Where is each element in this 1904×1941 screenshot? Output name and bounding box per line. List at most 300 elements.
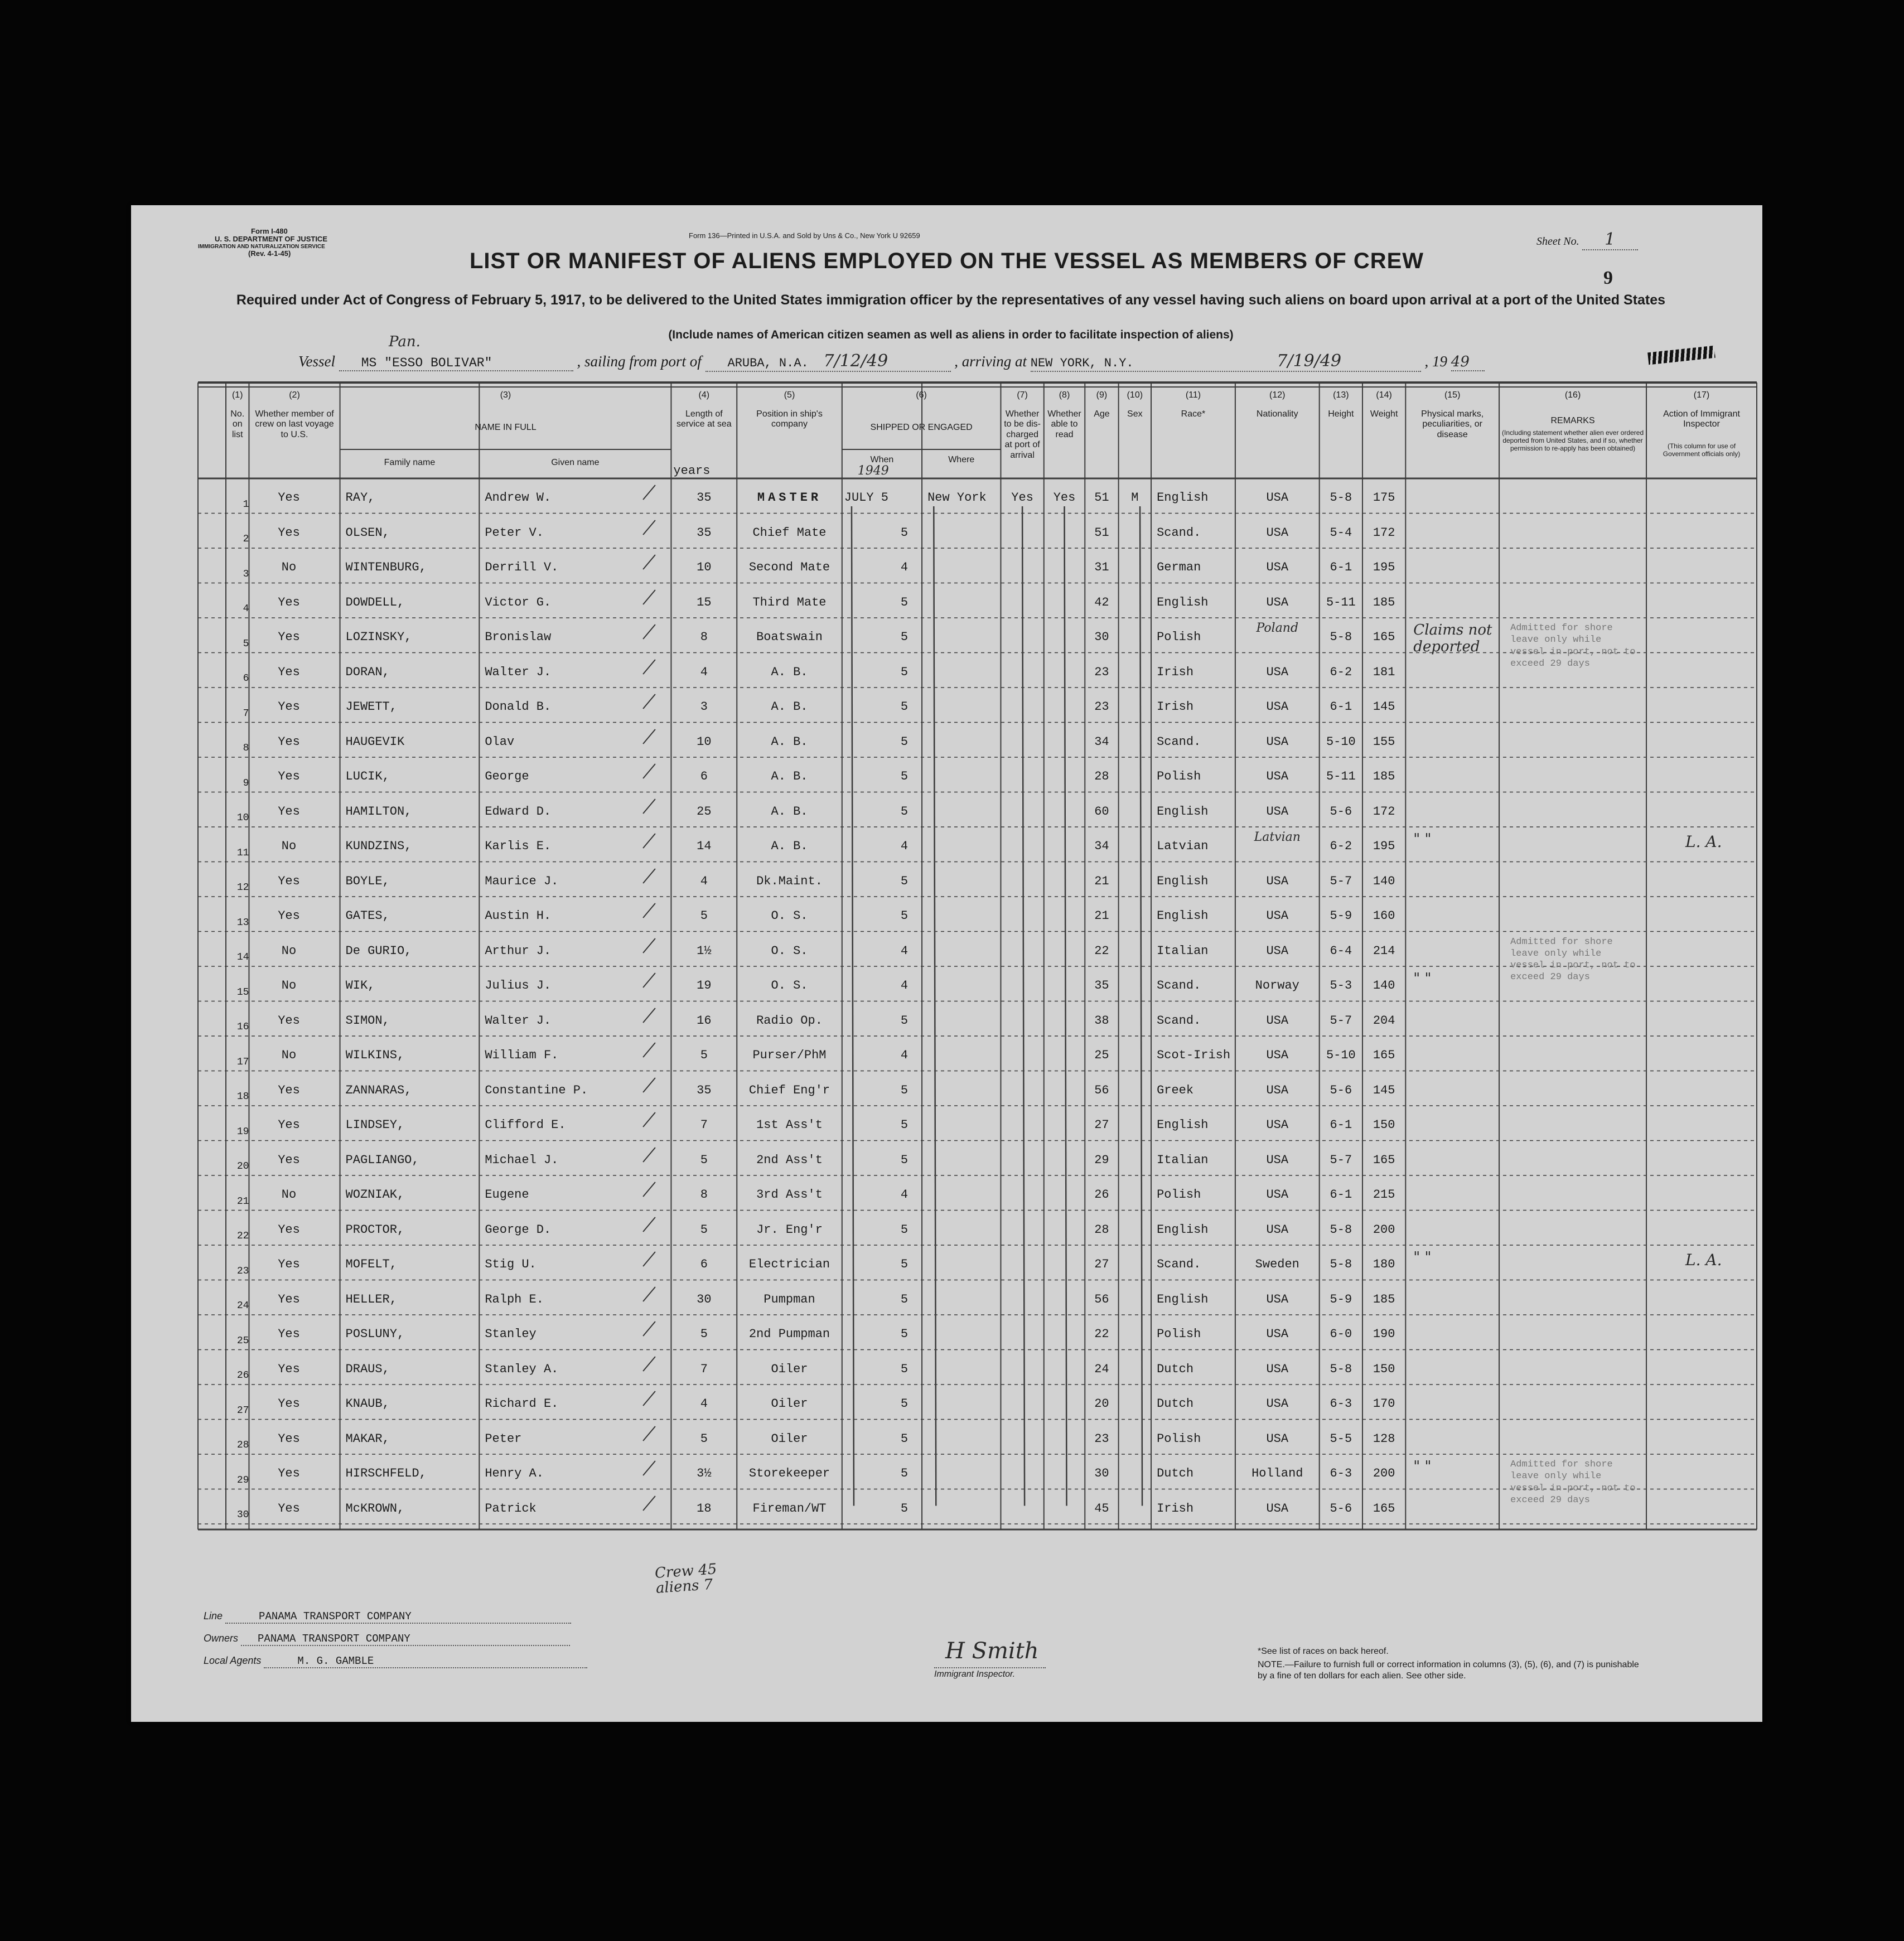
cell-when: 5 <box>900 804 908 819</box>
cell-position: O. S. <box>771 909 808 923</box>
cell-height: 6-1 <box>1330 1118 1352 1132</box>
cell-position: Chief Mate <box>752 525 827 540</box>
cell-nat: USA <box>1266 1222 1289 1237</box>
cell-nat: USA <box>1266 943 1289 958</box>
cell-height: 5-7 <box>1330 1153 1352 1167</box>
cell-position: Second Mate <box>748 560 830 574</box>
cell-when: 5 <box>900 1431 908 1446</box>
cell-prev: Yes <box>278 491 300 505</box>
cell-nat: Latvian <box>1254 830 1301 844</box>
cell-when: 5 <box>900 1083 908 1097</box>
cell-race: Scand. <box>1157 979 1201 993</box>
cell-prev: Yes <box>278 1153 300 1167</box>
cell-race: English <box>1157 1222 1209 1237</box>
vessel-name: MS "ESSO BOLIVAR" <box>339 356 573 371</box>
cell-position: O. S. <box>771 943 808 958</box>
cell-race: Dutch <box>1157 1397 1194 1411</box>
row-number: 4 <box>243 603 249 614</box>
cell-age: 45 <box>1094 1501 1109 1516</box>
cell-when: 5 <box>900 734 908 749</box>
cell-marks: " " <box>1413 970 1432 987</box>
cell-race: Dutch <box>1157 1362 1194 1376</box>
column-header: Sex <box>1127 409 1143 419</box>
cell-family: De GURIO, <box>345 943 412 958</box>
line-label: Line <box>204 1610 223 1621</box>
cell-when: 5 <box>900 1013 908 1028</box>
service-name: IMMIGRATION AND NATURALIZATION SERVICE <box>198 243 325 250</box>
cell-read: Yes <box>1053 491 1076 505</box>
manifest-sheet <box>131 205 1762 1722</box>
column-header: SHIPPED OR ENGAGED <box>870 423 973 432</box>
cell-service: 7 <box>700 1118 708 1132</box>
column-number: (1) <box>231 390 243 400</box>
cell-when: 5 <box>900 769 908 783</box>
cell-race: Polish <box>1157 1327 1201 1341</box>
cell-position: Boatswain <box>756 630 823 644</box>
cell-height: 6-4 <box>1330 943 1352 958</box>
cell-service: 6 <box>700 1257 708 1271</box>
agents-label: Local Agents <box>204 1655 262 1666</box>
cell-given: Maurice J. <box>485 874 559 888</box>
cell-when: 5 <box>900 1466 908 1480</box>
cell-height: 5-8 <box>1330 630 1352 644</box>
column-number: (10) <box>1127 390 1143 400</box>
cell-service: 4 <box>700 1397 708 1411</box>
cell-age: 27 <box>1094 1118 1109 1132</box>
cell-when: JULY 5 <box>844 491 888 505</box>
cell-height: 5-6 <box>1330 1083 1352 1097</box>
column-number: (7) <box>1017 390 1028 400</box>
cell-age: 25 <box>1094 1048 1109 1062</box>
column-number: (9) <box>1096 390 1108 400</box>
cell-action: L. A. <box>1685 832 1722 851</box>
cell-race: Italian <box>1157 1153 1209 1167</box>
cell-given: Peter V. <box>485 525 544 540</box>
cell-race: Scand. <box>1157 734 1201 749</box>
grid-line <box>1065 506 1067 1506</box>
cell-when: 5 <box>900 665 908 679</box>
cell-given: Victor G. <box>485 595 552 609</box>
column-header: Whether member of crew on last voyage to U.S. <box>255 409 334 439</box>
cell-age: 20 <box>1094 1397 1109 1411</box>
when-header: When <box>870 455 894 464</box>
cell-given: Michael J. <box>485 1153 559 1167</box>
column-header: Race* <box>1181 409 1206 419</box>
column-number: (13) <box>1333 390 1349 400</box>
cell-nat: USA <box>1266 769 1289 783</box>
column-header: Length of service at sea <box>676 409 732 429</box>
cell-prev: Yes <box>278 1292 300 1306</box>
cell-family: HAUGEVIK <box>345 734 405 749</box>
cell-family: DRAUS, <box>345 1362 390 1376</box>
cell-prev: Yes <box>278 1257 300 1271</box>
row-number: 16 <box>236 1022 249 1033</box>
cell-prev: No <box>281 979 297 993</box>
cell-nat: USA <box>1266 1048 1289 1062</box>
column-header: Age <box>1094 409 1110 419</box>
cell-weight: 200 <box>1373 1466 1395 1480</box>
cell-race: Latvian <box>1157 839 1209 853</box>
cell-age: 31 <box>1094 560 1109 574</box>
cell-height: 5-8 <box>1330 1257 1352 1271</box>
cell-height: 6-1 <box>1330 560 1352 574</box>
cell-weight: 204 <box>1373 1013 1395 1028</box>
cell-sex: M <box>1131 491 1139 505</box>
row-number: 17 <box>236 1056 249 1068</box>
races-note: *See list of races on back hereof. <box>1258 1647 1389 1656</box>
cell-age: 22 <box>1094 1327 1109 1341</box>
cell-race: Polish <box>1157 1431 1201 1446</box>
cell-when: 4 <box>900 1048 908 1062</box>
cell-service: 3½ <box>697 1466 712 1480</box>
cell-race: Greek <box>1157 1083 1194 1097</box>
cell-weight: 185 <box>1373 1292 1395 1306</box>
given-name-header: Given name <box>551 458 600 467</box>
cell-weight: 195 <box>1373 560 1395 574</box>
cell-nat: USA <box>1266 1501 1289 1516</box>
cell-race: Irish <box>1157 665 1194 679</box>
cell-prev: No <box>281 943 297 958</box>
cell-service: 5 <box>700 1048 708 1062</box>
cell-nat: USA <box>1266 804 1289 819</box>
cell-nat: USA <box>1266 1153 1289 1167</box>
cell-height: 6-0 <box>1330 1327 1352 1341</box>
cell-prev: No <box>281 1188 297 1202</box>
cell-weight: 160 <box>1373 909 1395 923</box>
cell-given: George <box>485 769 529 783</box>
cell-weight: 155 <box>1373 734 1395 749</box>
cell-given: Austin H. <box>485 909 552 923</box>
cell-race: Dutch <box>1157 1466 1194 1480</box>
cell-family: JEWETT, <box>345 700 397 714</box>
cell-race: English <box>1157 909 1209 923</box>
cell-when: 5 <box>900 595 908 609</box>
cell-given: Constantine P. <box>485 1083 588 1097</box>
cell-when: 4 <box>900 1188 908 1202</box>
column-number: (2) <box>289 390 300 400</box>
cell-age: 27 <box>1094 1257 1109 1271</box>
cell-age: 38 <box>1094 1013 1109 1028</box>
cell-given: Andrew W. <box>485 491 552 505</box>
cell-age: 56 <box>1094 1083 1109 1097</box>
cell-position: Jr. Eng'r <box>756 1222 823 1237</box>
row-number: 14 <box>236 952 249 963</box>
cell-position: Purser/PhM <box>752 1048 827 1062</box>
cell-weight: 140 <box>1373 979 1395 993</box>
cell-age: 23 <box>1094 665 1109 679</box>
cell-position: Storekeeper <box>748 1466 830 1480</box>
cell-when: 5 <box>900 1118 908 1132</box>
column-number: (3) <box>500 390 511 400</box>
cell-when: 4 <box>900 560 908 574</box>
cell-height: 5-9 <box>1330 909 1352 923</box>
page-subtitle: Required under Act of Congress of February 5, 1917, to be delivered to the United States immigration officer by the representatives of any vessel having such aliens on board upon arrival at a port of the United States <box>236 292 1666 308</box>
cell-height: 5-5 <box>1330 1431 1352 1446</box>
cell-age: 34 <box>1094 734 1109 749</box>
column-number: (16) <box>1564 390 1581 400</box>
cell-given: Arthur J. <box>485 943 552 958</box>
cell-nat: USA <box>1266 734 1289 749</box>
row-number: 7 <box>243 708 249 719</box>
cell-race: Scot-Irish <box>1157 1048 1231 1062</box>
column-number: (5) <box>784 390 795 400</box>
cell-position: Electrician <box>748 1257 830 1271</box>
service-years-unit: years <box>673 464 711 478</box>
column-number: (8) <box>1059 390 1070 400</box>
cell-nat: USA <box>1266 1362 1289 1376</box>
row-number: 10 <box>236 812 249 824</box>
row-number: 3 <box>243 568 249 580</box>
cell-family: KNAUB, <box>345 1397 390 1411</box>
sailing-label: , sailing from port of <box>577 353 702 370</box>
cell-service: 4 <box>700 874 708 888</box>
remarks-note: (Including statement whether alien ever ordered deported from United States, and if so, whether permission to re-apply has been obtained) <box>1501 429 1644 452</box>
cell-position: Third Mate <box>752 595 827 609</box>
family-name-header: Family name <box>384 458 436 467</box>
cell-family: DOWDELL, <box>345 595 405 609</box>
cell-prev: Yes <box>278 769 300 783</box>
cell-service: 30 <box>697 1292 712 1306</box>
cell-height: 6-1 <box>1330 700 1352 714</box>
arrival-date: 7/19/49 <box>1277 351 1342 371</box>
cell-prev: Yes <box>278 1501 300 1516</box>
cell-nat: USA <box>1266 595 1289 609</box>
column-header: Action of Immigrant Inspector <box>1663 409 1740 429</box>
cell-position: A. B. <box>771 769 808 783</box>
column-number: (4) <box>698 390 710 400</box>
column-header: Nationality <box>1256 409 1298 419</box>
cell-weight: 200 <box>1373 1222 1395 1237</box>
row-number: 24 <box>236 1300 249 1311</box>
cell-family: GATES, <box>345 909 390 923</box>
cell-family: McKROWN, <box>345 1501 405 1516</box>
cell-nat: USA <box>1266 1083 1289 1097</box>
cell-position: MASTER <box>757 491 822 505</box>
cell-position: 1st Ass't <box>756 1118 823 1132</box>
cell-service: 5 <box>700 1431 708 1446</box>
grid-line <box>934 506 936 1506</box>
row-number: 26 <box>236 1370 249 1381</box>
cell-family: POSLUNY, <box>345 1327 405 1341</box>
cell-height: 6-3 <box>1330 1397 1352 1411</box>
departure-port: ARUBA, N.A. <box>727 356 809 370</box>
cell-nat: USA <box>1266 700 1289 714</box>
cell-family: MOFELT, <box>345 1257 397 1271</box>
cell-race: English <box>1157 1292 1209 1306</box>
cell-family: ZANNARAS, <box>345 1083 412 1097</box>
cell-family: PAGLIANGO, <box>345 1153 419 1167</box>
cell-family: HIRSCHFELD, <box>345 1466 427 1480</box>
inspector-label: Immigrant Inspector. <box>934 1667 1046 1679</box>
column-number: (11) <box>1185 390 1201 400</box>
cell-given: Clifford E. <box>485 1118 566 1132</box>
cell-family: WINTENBURG, <box>345 560 427 574</box>
cell-age: 24 <box>1094 1362 1109 1376</box>
cell-given: Richard E. <box>485 1397 559 1411</box>
cell-nat: USA <box>1266 1292 1289 1306</box>
cell-position: Oiler <box>771 1431 808 1446</box>
cell-given: Stanley <box>485 1327 537 1341</box>
row-number: 2 <box>243 534 249 545</box>
arriving-label: , arriving at <box>954 353 1027 370</box>
cell-given: William F. <box>485 1048 559 1062</box>
cell-height: 5-7 <box>1330 874 1352 888</box>
cell-family: SIMON, <box>345 1013 390 1028</box>
cell-prev: Yes <box>278 1083 300 1097</box>
cell-weight: 140 <box>1373 874 1395 888</box>
cell-age: 21 <box>1094 874 1109 888</box>
cell-height: 5-6 <box>1330 804 1352 819</box>
cell-race: English <box>1157 1118 1209 1132</box>
departure-date: 7/12/49 <box>823 351 888 371</box>
cell-position: 2nd Pumpman <box>748 1327 830 1341</box>
cell-family: WOZNIAK, <box>345 1188 405 1202</box>
cell-position: Fireman/WT <box>752 1501 827 1516</box>
cell-age: 22 <box>1094 943 1109 958</box>
cell-when: 4 <box>900 839 908 853</box>
row-number: 9 <box>243 777 249 789</box>
line-value: PANAMA TRANSPORT COMPANY <box>225 1610 571 1624</box>
cell-age: 60 <box>1094 804 1109 819</box>
cell-prev: Yes <box>278 734 300 749</box>
cell-disch: Yes <box>1011 491 1033 505</box>
cell-when: 5 <box>900 1222 908 1237</box>
cell-family: HELLER, <box>345 1292 397 1306</box>
cell-service: 10 <box>697 734 712 749</box>
cell-service: 35 <box>697 525 712 540</box>
department-name: U. S. DEPARTMENT OF JUSTICE <box>215 235 327 244</box>
row-number: 20 <box>236 1161 249 1172</box>
crew-tally <box>654 1562 718 1596</box>
grid-line <box>1022 506 1025 1506</box>
cell-given: Julius J. <box>485 979 552 993</box>
cell-height: 6-1 <box>1330 1188 1352 1202</box>
vessel-annotation: Pan. <box>389 333 421 350</box>
cell-nat: Sweden <box>1255 1257 1299 1271</box>
cell-age: 23 <box>1094 700 1109 714</box>
cell-family: KUNDZINS, <box>345 839 412 853</box>
cell-given: Karlis E. <box>485 839 552 853</box>
cell-prev: Yes <box>278 700 300 714</box>
cell-nat: USA <box>1266 1327 1289 1341</box>
cell-service: 15 <box>697 595 712 609</box>
cell-marks: " " <box>1413 1458 1432 1475</box>
cell-prev: Yes <box>278 1118 300 1132</box>
cell-height: 5-8 <box>1330 1222 1352 1237</box>
column-header: Physical marks, peculiarities, or disease <box>1421 409 1484 439</box>
cell-nat: USA <box>1266 491 1289 505</box>
cell-race: Scand. <box>1157 525 1201 540</box>
cell-family: PROCTOR, <box>345 1222 405 1237</box>
cell-race: Scand. <box>1157 1013 1201 1028</box>
cell-weight: 145 <box>1373 700 1395 714</box>
cell-remarks: Admitted for shore leave only while vessel in port, not to exceed 29 days <box>1510 936 1636 983</box>
cell-weight: 145 <box>1373 1083 1395 1097</box>
cell-nat: USA <box>1266 1188 1289 1202</box>
cell-nat: USA <box>1266 909 1289 923</box>
cell-given: Peter <box>485 1431 522 1446</box>
cell-race: Scand. <box>1157 1257 1201 1271</box>
cell-position: 3rd Ass't <box>756 1188 823 1202</box>
cell-service: 14 <box>697 839 712 853</box>
cell-height: 6-2 <box>1330 665 1352 679</box>
cell-weight: 195 <box>1373 839 1395 853</box>
cell-height: 5-6 <box>1330 1501 1352 1516</box>
cell-service: 25 <box>697 804 712 819</box>
cell-weight: 165 <box>1373 630 1395 644</box>
cell-family: WILKINS, <box>345 1048 405 1062</box>
cell-height: 5-3 <box>1330 979 1352 993</box>
cell-race: Irish <box>1157 700 1194 714</box>
cell-prev: Yes <box>278 874 300 888</box>
column-header: Position in ship's company <box>756 409 823 429</box>
agents-value: M. G. GAMBLE <box>264 1655 587 1668</box>
cell-given: Donald B. <box>485 700 552 714</box>
cell-weight: 214 <box>1373 943 1395 958</box>
cell-prev: No <box>281 839 297 853</box>
cell-when: 5 <box>900 1327 908 1341</box>
row-number: 21 <box>236 1195 249 1207</box>
cell-weight: 165 <box>1373 1501 1395 1516</box>
cell-weight: 175 <box>1373 491 1395 505</box>
cell-height: 5-10 <box>1326 1048 1356 1062</box>
cell-weight: 190 <box>1373 1327 1395 1341</box>
column-header: Whether to be dis-charged at port of arrival <box>1004 409 1041 460</box>
cell-remarks: Admitted for shore leave only while vessel in port, not to exceed 29 days <box>1510 623 1636 669</box>
cell-prev: Yes <box>278 1222 300 1237</box>
cell-service: 5 <box>700 1222 708 1237</box>
when-year: 1949 <box>857 464 889 478</box>
cell-given: Eugene <box>485 1188 529 1202</box>
cell-family: HAMILTON, <box>345 804 412 819</box>
row-number: 6 <box>243 673 249 684</box>
cell-given: Derrill V. <box>485 560 559 574</box>
cell-race: Irish <box>1157 1501 1194 1516</box>
cell-weight: 180 <box>1373 1257 1395 1271</box>
cell-service: 8 <box>700 630 708 644</box>
cell-weight: 172 <box>1373 525 1395 540</box>
cell-family: LUCIK, <box>345 769 390 783</box>
cell-when: 5 <box>900 1153 908 1167</box>
row-number: 5 <box>243 638 249 650</box>
cell-weight: 181 <box>1373 665 1395 679</box>
cell-position: Oiler <box>771 1397 808 1411</box>
cell-nat: USA <box>1266 665 1289 679</box>
cell-age: 28 <box>1094 769 1109 783</box>
cell-weight: 165 <box>1373 1153 1395 1167</box>
grid-line <box>1140 506 1142 1506</box>
cell-family: DORAN, <box>345 665 390 679</box>
corner-mark: 9 <box>1603 268 1613 288</box>
cell-action: L. A. <box>1685 1251 1722 1269</box>
row-number: 27 <box>236 1405 249 1416</box>
cell-weight: 170 <box>1373 1397 1395 1411</box>
cell-weight: 150 <box>1373 1118 1395 1132</box>
row-number: 11 <box>236 847 249 859</box>
cell-age: 30 <box>1094 630 1109 644</box>
row-number: 18 <box>236 1091 249 1102</box>
cell-prev: Yes <box>278 1327 300 1341</box>
cell-given: Stig U. <box>485 1257 537 1271</box>
cell-weight: 172 <box>1373 804 1395 819</box>
year-value: 49 <box>1451 354 1485 371</box>
cell-marks: " " <box>1413 1249 1432 1266</box>
cell-prev: Yes <box>278 630 300 644</box>
cell-position: 2nd Ass't <box>756 1153 823 1167</box>
cell-position: Chief Eng'r <box>748 1083 830 1097</box>
cell-weight: 128 <box>1373 1431 1395 1446</box>
column-header: REMARKS <box>1550 416 1595 425</box>
